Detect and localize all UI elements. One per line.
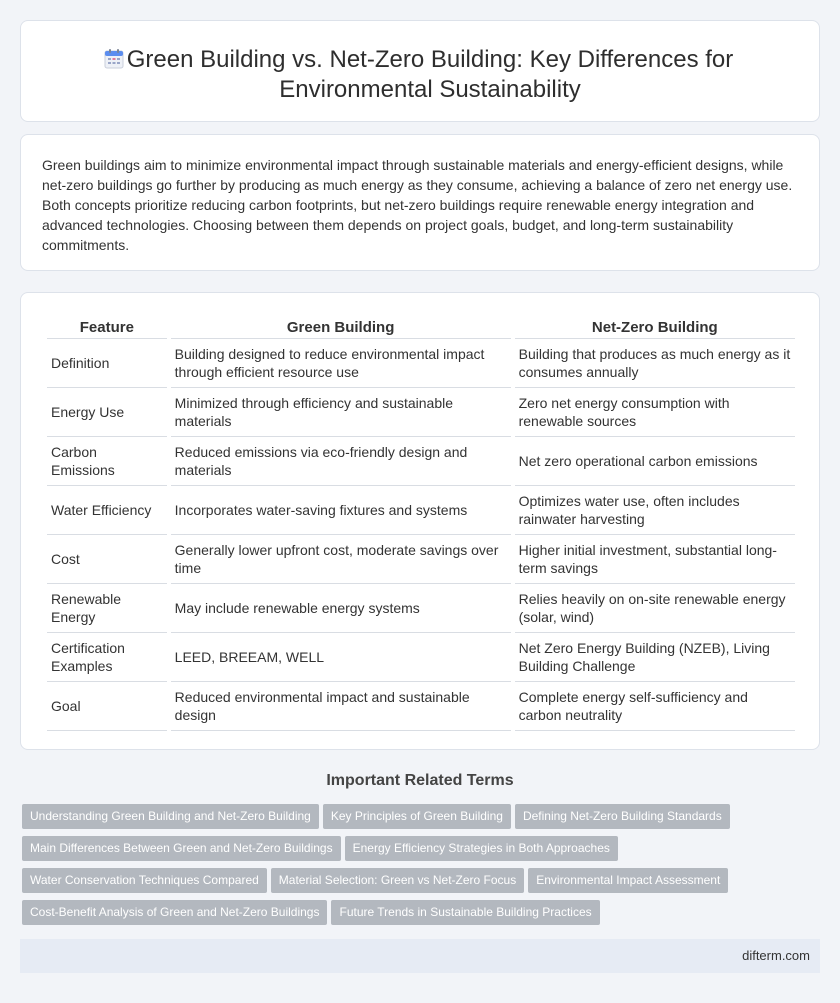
green-cell: Reduced environmental impact and sustainable design xyxy=(171,682,511,731)
table-row xyxy=(47,486,795,535)
footer-site-link[interactable]: difterm.com xyxy=(742,948,810,963)
related-term-tag[interactable]: Future Trends in Sustainable Building Practices xyxy=(331,900,599,925)
net-zero-cell: Building that produces as much energy as it consumes annually xyxy=(515,339,795,388)
title-card xyxy=(20,20,820,122)
tag-row xyxy=(22,836,818,868)
green-cell: Building designed to reduce environmental impact through efficient resource use xyxy=(171,339,511,388)
table-row xyxy=(47,682,795,731)
feature-cell: Renewable Energy xyxy=(47,584,167,633)
table-header-row xyxy=(47,313,795,339)
table-row xyxy=(47,339,795,388)
footer-bar xyxy=(20,939,820,973)
related-term-tag[interactable]: Environmental Impact Assessment xyxy=(528,868,728,893)
table-row xyxy=(47,388,795,437)
green-cell: Generally lower upfront cost, moderate savings over time xyxy=(171,535,511,584)
related-term-tag[interactable]: Material Selection: Green vs Net-Zero Focus xyxy=(271,868,524,893)
net-zero-cell: Net zero operational carbon emissions xyxy=(515,437,795,486)
net-zero-cell: Higher initial investment, substantial long-term savings xyxy=(515,535,795,584)
net-zero-cell: Complete energy self-sufficiency and carbon neutrality xyxy=(515,682,795,731)
net-zero-cell: Net Zero Energy Building (NZEB), Living Building Challenge xyxy=(515,633,795,682)
feature-cell: Carbon Emissions xyxy=(47,437,167,486)
table-row xyxy=(47,633,795,682)
header-green-building: Green Building xyxy=(171,313,511,339)
header-feature: Feature xyxy=(47,313,167,339)
related-term-tag[interactable]: Cost-Benefit Analysis of Green and Net-Zero Buildings xyxy=(22,900,327,925)
net-zero-cell: Optimizes water use, often includes rainwater harvesting xyxy=(515,486,795,535)
feature-cell: Water Efficiency xyxy=(47,486,167,535)
related-term-tag[interactable]: Understanding Green Building and Net-Zero Building xyxy=(22,804,319,829)
intro-paragraph: Green buildings aim to minimize environmental impact through sustainable materials and energy-efficient designs, while net-zero buildings go further by producing as much energy as they consume, achieving a balance of zero net energy use. Both concepts prioritize reducing carbon footprints, but net-zero buildings require renewable energy integration and advanced technologies. Choosing between them depends on project goals, budget, and long-term sustainability commitments. xyxy=(42,157,793,253)
related-term-tag[interactable]: Key Principles of Green Building xyxy=(323,804,511,829)
page-title: Green Building vs. Net-Zero Building: Key Differences for Environmental Sustainability xyxy=(126,46,734,103)
tag-row xyxy=(22,868,818,900)
table-row xyxy=(47,535,795,584)
related-term-tag[interactable]: Water Conservation Techniques Compared xyxy=(22,868,267,893)
table-row xyxy=(47,584,795,633)
table-row xyxy=(47,437,795,486)
tag-row xyxy=(22,804,818,836)
related-terms-heading: Important Related Terms xyxy=(326,772,514,789)
header-net-zero-building: Net-Zero Building xyxy=(515,313,795,339)
comparison-card xyxy=(20,292,820,750)
feature-cell: Cost xyxy=(47,535,167,584)
green-cell: Minimized through efficiency and sustainable materials xyxy=(171,388,511,437)
related-term-tag[interactable]: Defining Net-Zero Building Standards xyxy=(515,804,730,829)
feature-cell: Certification Examples xyxy=(47,633,167,682)
green-cell: May include renewable energy systems xyxy=(171,584,511,633)
related-terms-list xyxy=(22,804,818,932)
feature-cell: Definition xyxy=(47,339,167,388)
green-cell: LEED, BREEAM, WELL xyxy=(171,633,511,682)
feature-cell: Goal xyxy=(47,682,167,731)
intro-card xyxy=(20,134,820,271)
comparison-table xyxy=(43,313,799,731)
green-cell: Reduced emissions via eco-friendly design and materials xyxy=(171,437,511,486)
net-zero-cell: Relies heavily on on-site renewable energy (solar, wind) xyxy=(515,584,795,633)
related-term-tag[interactable]: Energy Efficiency Strategies in Both Approaches xyxy=(345,836,618,861)
feature-cell: Energy Use xyxy=(47,388,167,437)
green-cell: Incorporates water-saving fixtures and systems xyxy=(171,486,511,535)
net-zero-cell: Zero net energy consumption with renewable sources xyxy=(515,388,795,437)
related-term-tag[interactable]: Main Differences Between Green and Net-Zero Buildings xyxy=(22,836,341,861)
tag-row xyxy=(22,900,818,932)
